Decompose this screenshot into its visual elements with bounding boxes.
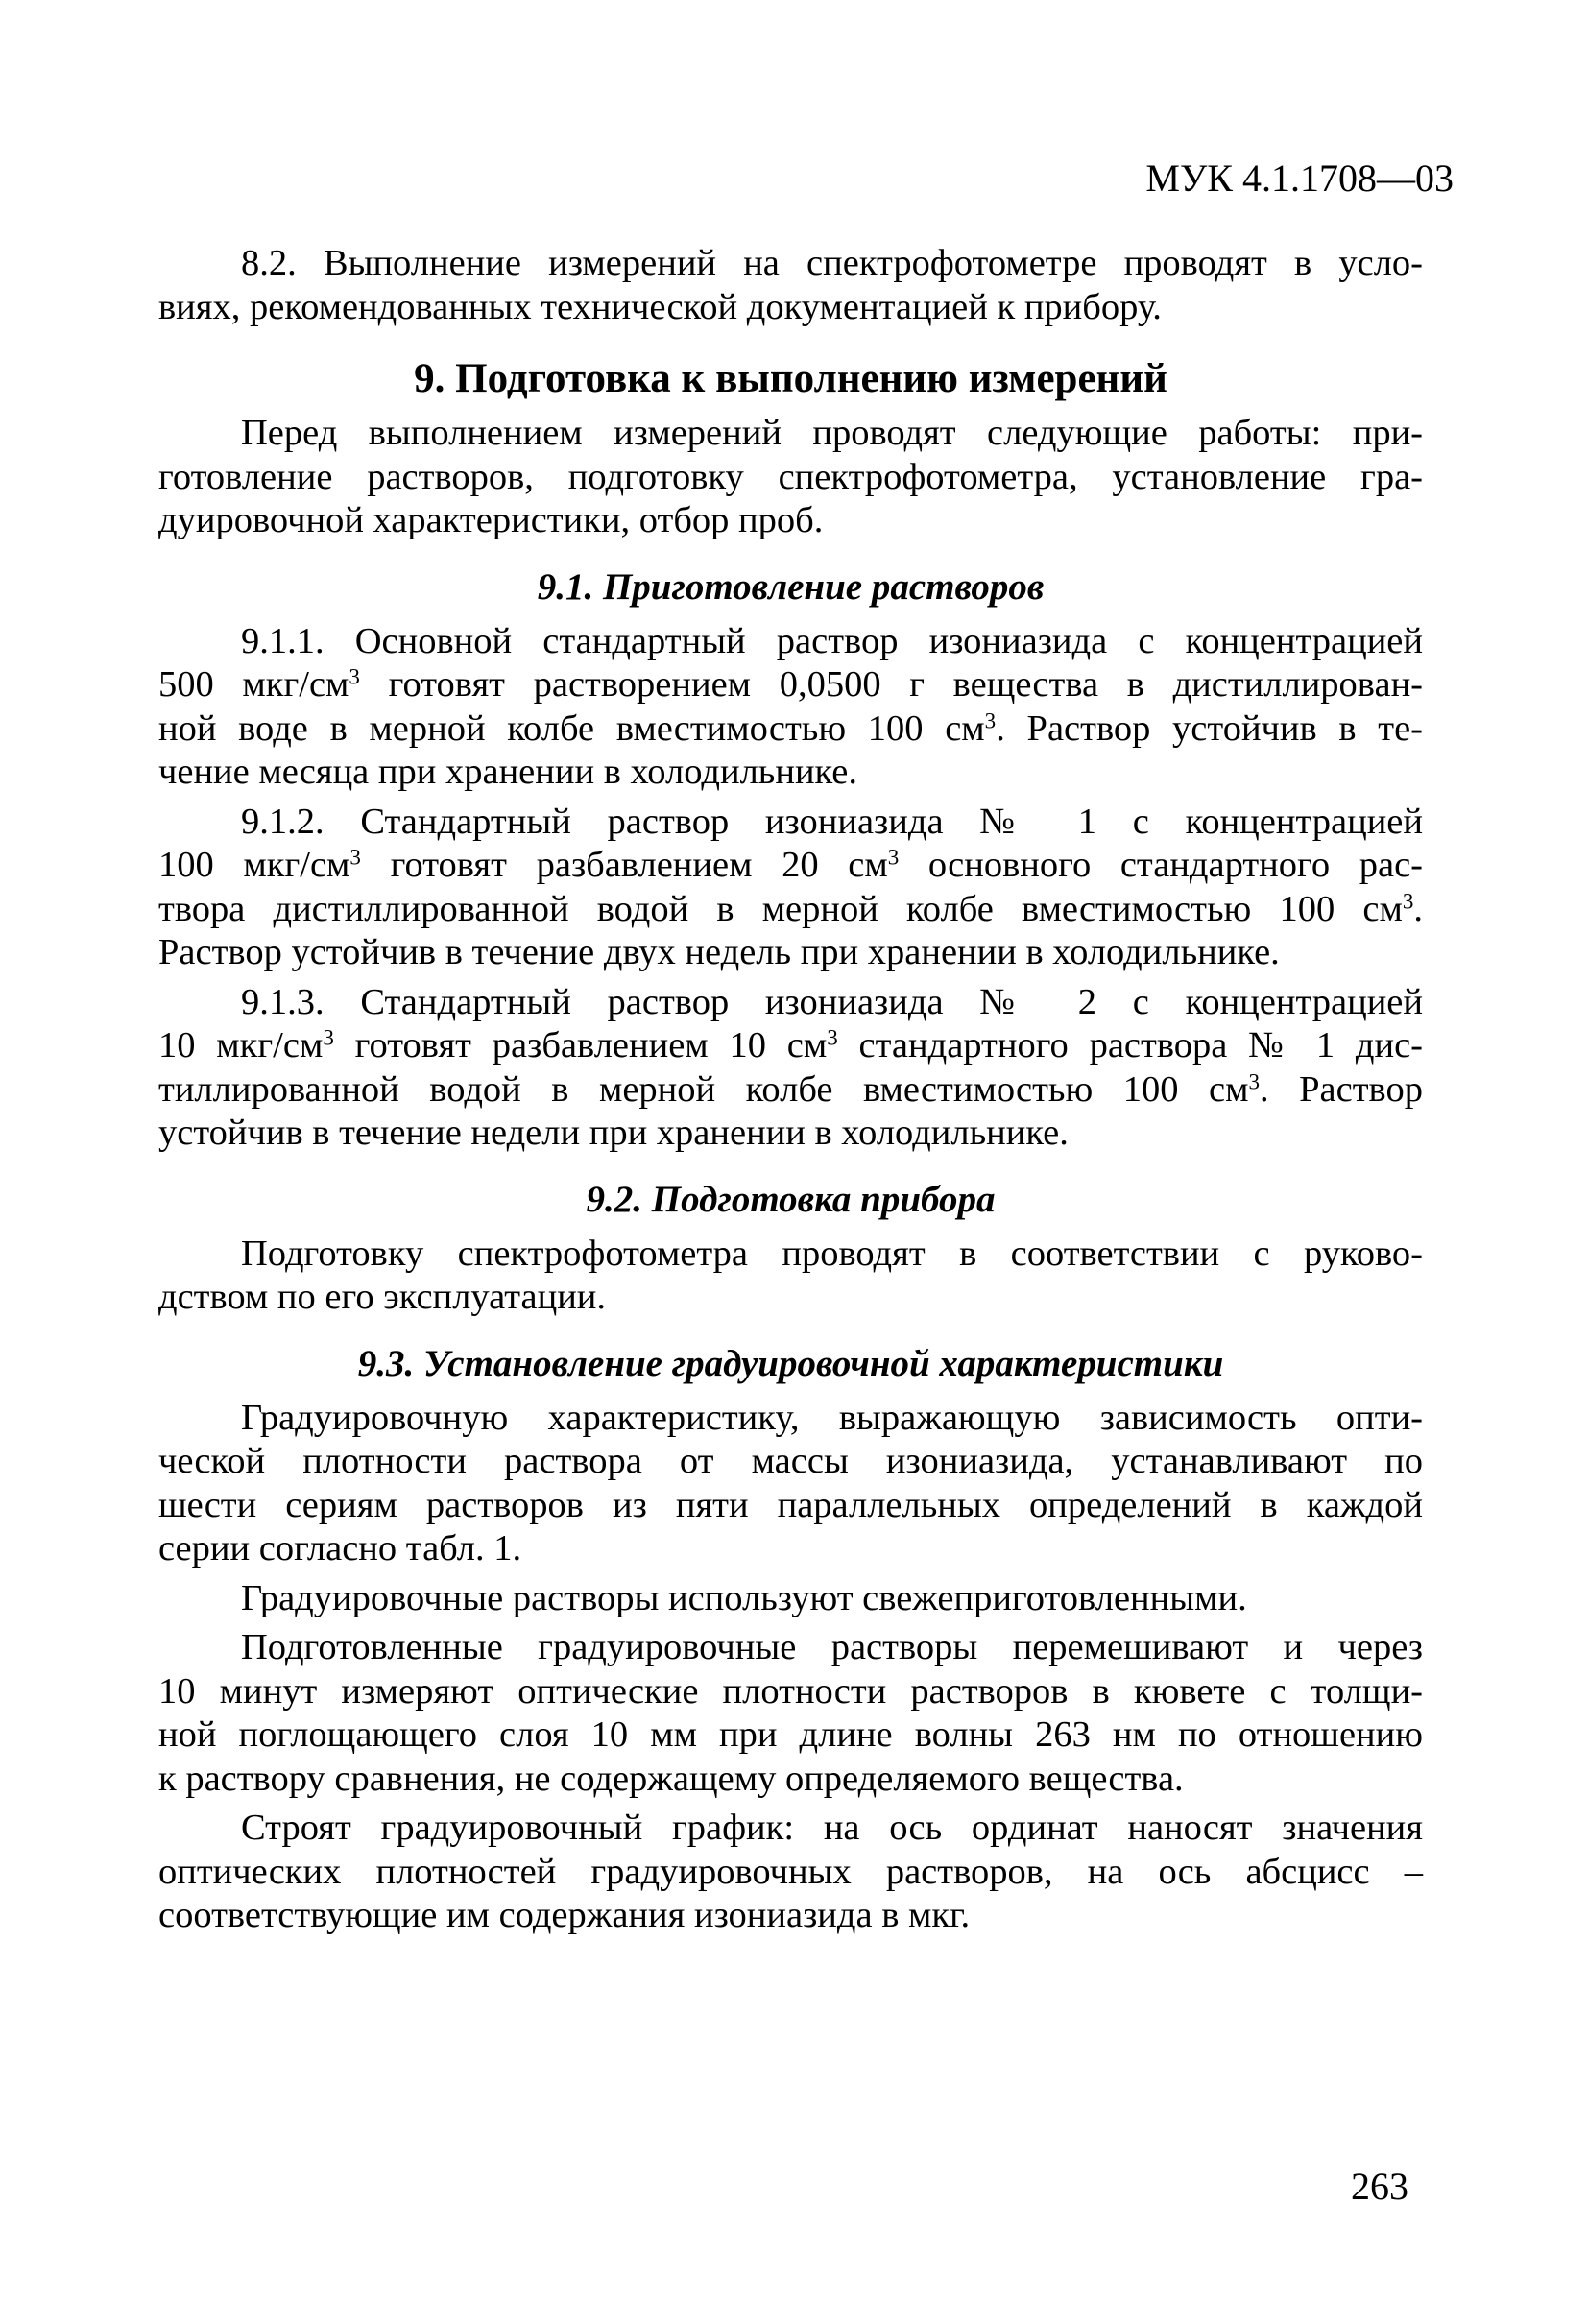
text-line: дством по его эксплуатации. [158, 1277, 607, 1317]
text-line: 10 минут измеряют оптические плотности растворов в кювете с толщи- [158, 1670, 1423, 1712]
subsection-heading: 9.3. Установление градуировочной характеристики [357, 1342, 1224, 1384]
text-line: Градуировочную характеристику, выражающую зависимость опти- [241, 1397, 1423, 1438]
page-number: 263 [1351, 2165, 1408, 2208]
text-line: Подготовленные градуировочные растворы перемешивают и через [241, 1627, 1423, 1667]
text-line: Подготовку спектрофотометра проводят в соответствии с руково- [241, 1233, 1423, 1274]
text-line: 500 мкг/$см^3$ готовят растворением 0,0500 г вещества в дистиллирован- [158, 663, 1423, 705]
text-line: ческой плотности раствора от массы изониазида, устанавливают по [158, 1441, 1423, 1481]
paragraph [158, 242, 1423, 329]
text-line: 9.1.1. Основной стандартный раствор изониазида с концентрацией [241, 620, 1423, 661]
text-line: устойчив в течение недели при хранении в холодильнике. [158, 1113, 1069, 1153]
document-body [158, 242, 1423, 1944]
subsection-heading: 9.1. Приготовление растворов [537, 565, 1045, 608]
paragraph [158, 412, 1423, 543]
text-line: 8.2. Выполнение измерений на спектрофотометре проводят в усло- [241, 243, 1423, 283]
text-line: дуировочной характеристики, отбор проб. [158, 500, 824, 540]
section-heading: 9. Подготовка к выполнению измерений [414, 356, 1167, 401]
text-line: к раствору сравнения, не содержащему определяемого вещества. [158, 1758, 1184, 1799]
paragraph [158, 1807, 1423, 1938]
paragraph [158, 1626, 1423, 1801]
text-line: тиллированной водой в мерной колбе вместимостью 100 $см^3$. Раствор [158, 1067, 1423, 1110]
text-line: Раствор устойчив в течение двух недель при хранении в холодильнике. [158, 932, 1280, 972]
text-line: Строят градуировочный график: на ось ординат наносят значения [241, 1808, 1423, 1848]
subsection-heading: 9.2. Подготовка прибора [586, 1178, 996, 1220]
text-line: 9.1.2. Стандартный раствор изониазида № 1 с концентрацией [241, 801, 1423, 842]
text-line: чение месяца при хранении в холодильнике. [158, 752, 858, 792]
paragraph [158, 981, 1423, 1156]
document-code-header: МУК 4.1.1708—03 [1145, 156, 1454, 200]
paragraph [158, 1233, 1423, 1320]
text-line: Перед выполнением измерений проводят следующие работы: при- [241, 413, 1423, 453]
text-line: соответствующие им содержания изониазида в мкг. [158, 1895, 971, 1935]
text-line: оптических плотностей градуировочных растворов, на ось абсцисс – [158, 1851, 1423, 1892]
text-line: ной поглощающего слоя 10 мм при длине волны 263 нм по отношению [158, 1714, 1423, 1755]
paragraph [158, 620, 1423, 795]
text-line: 100 мкг/$см^3$ готовят разбавлением 20 $см^3$ основного стандартного рас- [158, 844, 1423, 885]
paragraph [158, 801, 1423, 975]
paragraph [158, 1397, 1423, 1571]
text-line: шести сериям растворов из пяти параллельных определений в каждой [158, 1484, 1423, 1525]
text-line: виях, рекомендованных технической документацией к прибору. [158, 286, 1162, 327]
text-line: 9.1.3. Стандартный раствор изониазида № 2 с концентрацией [241, 981, 1423, 1022]
paragraph [158, 1577, 1423, 1621]
text-line: ной воде в мерной колбе вместимостью 100 $см^3$. Раствор устойчив в те- [158, 707, 1423, 749]
text-line: 10 мкг/$см^3$ готовят разбавлением 10 $см^3$ стандартного раствора № 1 дис- [158, 1024, 1423, 1066]
text-line: твора дистиллированной водой в мерной колбе вместимостью 100 $см^3$. [158, 887, 1423, 929]
text-line: готовление растворов, подготовку спектрофотометра, установление гра- [158, 456, 1423, 497]
text-line: серии согласно табл. 1. [158, 1528, 522, 1569]
text-line: Градуировочные растворы используют свежеприготовленными. [241, 1577, 1247, 1618]
